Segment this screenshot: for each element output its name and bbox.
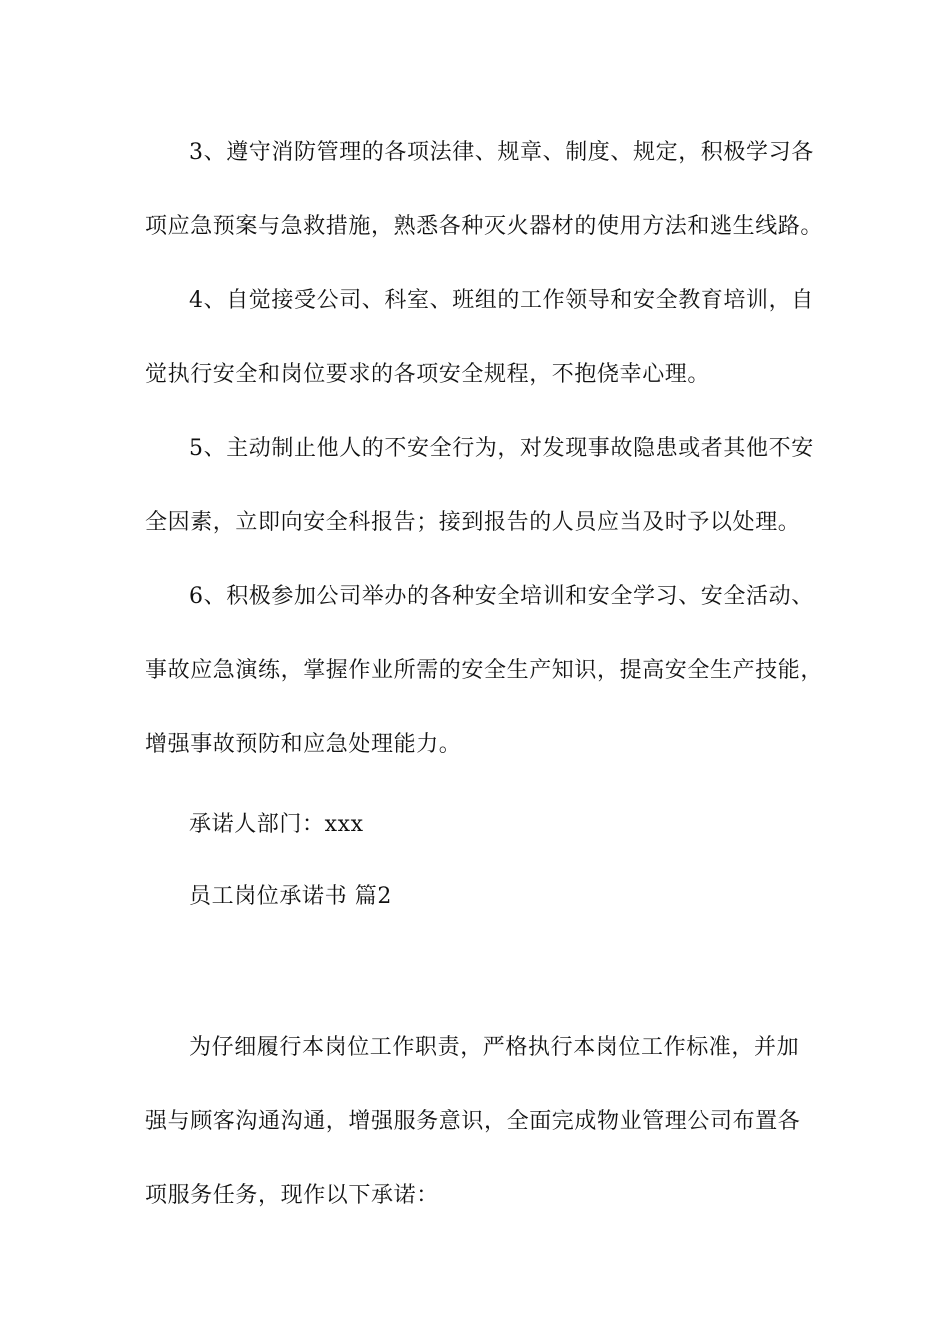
intro-paragraph-line-1: 为仔细履行本岗位工作职责，严格执行本岗位工作标准，并加 xyxy=(189,1035,800,1060)
paragraph-4-line-2: 觉执行安全和岗位要求的各项安全规程，不抱侥幸心理。 xyxy=(145,362,711,387)
paragraph-3-line-2: 项应急预案与急救措施，熟悉各种灭火器材的使用方法和逃生线路。 xyxy=(145,214,824,239)
paragraph-5-line-1: 5、主动制止他人的不安全行为，对发现事故隐患或者其他不安 xyxy=(189,436,814,461)
intro-paragraph-line-3: 项服务任务，现作以下承诺： xyxy=(145,1183,439,1208)
intro-paragraph-line-2: 强与顾客沟通沟通，增强服务意识，全面完成物业管理公司布置各 xyxy=(145,1109,801,1134)
paragraph-6-line-1: 6、积极参加公司举办的各种安全培训和安全学习、安全活动、 xyxy=(189,584,814,609)
paragraph-6-line-2: 事故应急演练，掌握作业所需的安全生产知识，提高安全生产技能， xyxy=(145,658,824,683)
paragraph-3-line-1: 3、遵守消防管理的各项法律、规章、制度、规定，积极学习各 xyxy=(189,140,814,165)
pledger-department: 承诺人部门：xxx xyxy=(189,812,364,837)
paragraph-6-line-3: 增强事故预防和应急处理能力。 xyxy=(145,732,462,757)
section-heading: 员工岗位承诺书 篇2 xyxy=(189,884,392,909)
paragraph-4-line-1: 4、自觉接受公司、科室、班组的工作领导和安全教育培训，自 xyxy=(189,288,814,313)
paragraph-5-line-2: 全因素，立即向安全科报告；接到报告的人员应当及时予以处理。 xyxy=(145,510,801,535)
